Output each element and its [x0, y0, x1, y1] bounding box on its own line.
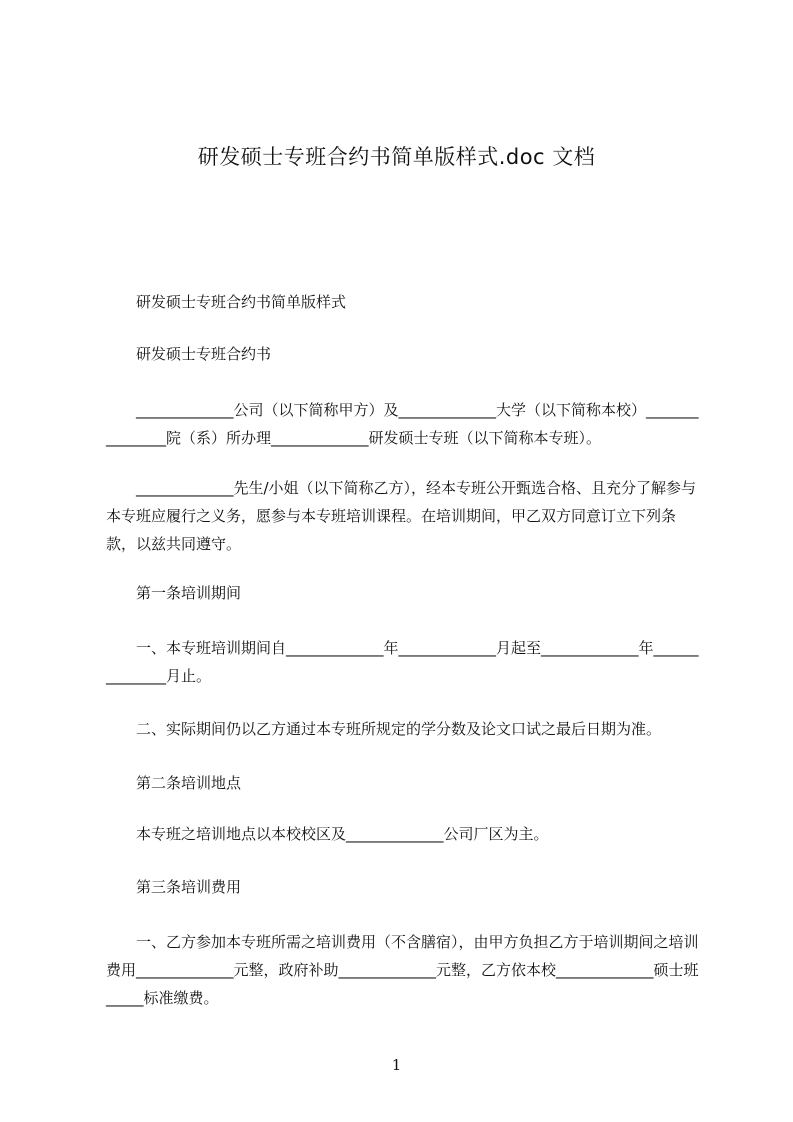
paragraph-subtitle: 研发硕士专班合约书简单版样式	[136, 293, 347, 311]
paragraph-contract-name: 研发硕士专班合约书	[136, 345, 272, 363]
paragraph-training-location: 本专班之培训地点以本校校区及_____________公司厂区为主。	[136, 825, 549, 843]
paragraph-training-period: 一、本专班培训期间自_____________年_____________月起至_____________年______________月止。	[106, 639, 699, 685]
page-number: 1	[391, 1056, 402, 1074]
paragraph-participant: _____________先生/小姐（以下简称乙方），经本专班公开甄选合格、且充分了解参与本专班应履行之义务，愿参与本专班培训课程。在培训期间，甲乙双方同意订立下列条款，以兹共同遵守。	[106, 479, 697, 553]
paragraph-parties: _____________公司（以下简称甲方）及_____________大学（以下简称本校）_______________院（系）所办理_____________研发硕士专班（以下简称本专班）。	[106, 401, 699, 447]
document-title: 研发硕士专班合约书简单版样式.doc 文档	[197, 145, 596, 169]
paragraph-training-fees: 一、乙方参加本专班所需之培训费用（不含膳宿），由甲方负担乙方于培训期间之培训费用_____________元整，政府补助_____________元整，乙方依本校_____________硕士班_____标准缴费。	[106, 933, 699, 1007]
heading-article-3: 第三条培训费用	[136, 878, 242, 896]
heading-article-1: 第一条培训期间	[136, 584, 242, 602]
paragraph-actual-period: 二、实际期间仍以乙方通过本专班所规定的学分数及论文口试之最后日期为准。	[136, 720, 662, 738]
heading-article-2: 第二条培训地点	[136, 774, 242, 792]
